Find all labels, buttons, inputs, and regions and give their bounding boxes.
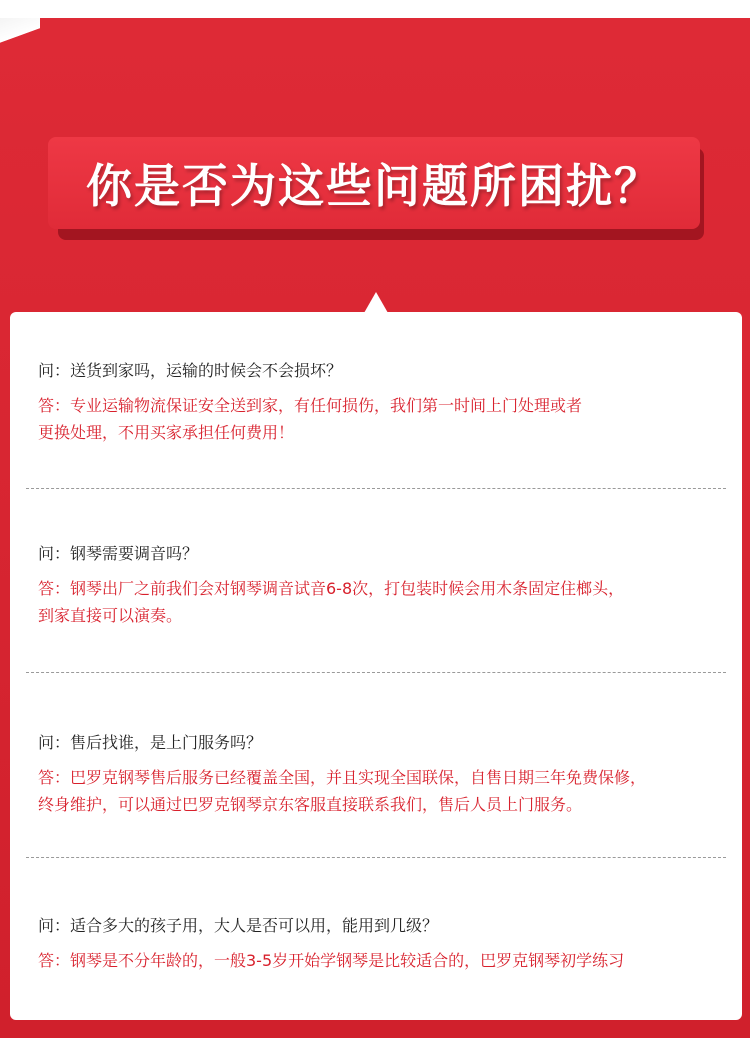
faq-answer-line: 终身维护，可以通过巴罗克钢琴京东客服直接联系我们，售后人员上门服务。 <box>38 795 583 814</box>
faq-question: 问：送货到家吗，运输的时候会不会损坏？ <box>38 361 343 380</box>
faq-answer <box>38 392 728 446</box>
faq-question: 问：钢琴需要调音吗？ <box>38 544 199 563</box>
faq-answer <box>38 575 728 629</box>
faq-item <box>38 915 728 974</box>
faq-question: 问：适合多大的孩子用，大人是否可以用，能用到几级？ <box>38 916 439 935</box>
dashed-divider <box>26 488 726 489</box>
faq-item <box>38 360 728 446</box>
faq-answer <box>38 764 728 818</box>
faq-answer-line: 答：钢琴出厂之前我们会对钢琴调音试音6-8次，打包装时候会用木条固定住榔头， <box>38 579 625 598</box>
speech-notch <box>364 292 388 313</box>
page-title: 你是否为这些问题所困扰？ <box>86 159 662 213</box>
faq-answer-line: 答：钢琴是不分年龄的，一般3-5岁开始学钢琴是比较适合的，巴罗克钢琴初学练习 <box>38 951 625 970</box>
faq-answer-line: 答：巴罗克钢琴售后服务已经覆盖全国，并且实现全国联保，自售日期三年免费保修， <box>38 768 647 787</box>
corner-fold <box>0 18 40 48</box>
faq-item <box>38 543 728 629</box>
faq-item <box>38 732 728 818</box>
dashed-divider <box>26 857 726 858</box>
faq-answer-line: 到家直接可以演奏。 <box>38 606 183 625</box>
faq-answer <box>38 947 728 974</box>
faq-answer-line: 答：专业运输物流保证安全送到家，有任何损伤，我们第一时间上门处理或者 <box>38 396 583 415</box>
dashed-divider <box>26 672 726 673</box>
faq-question: 问：售后找谁，是上门服务吗？ <box>38 733 263 752</box>
faq-answer-line: 更换处理，不用买家承担任何费用！ <box>38 423 295 442</box>
title-banner <box>48 137 700 229</box>
